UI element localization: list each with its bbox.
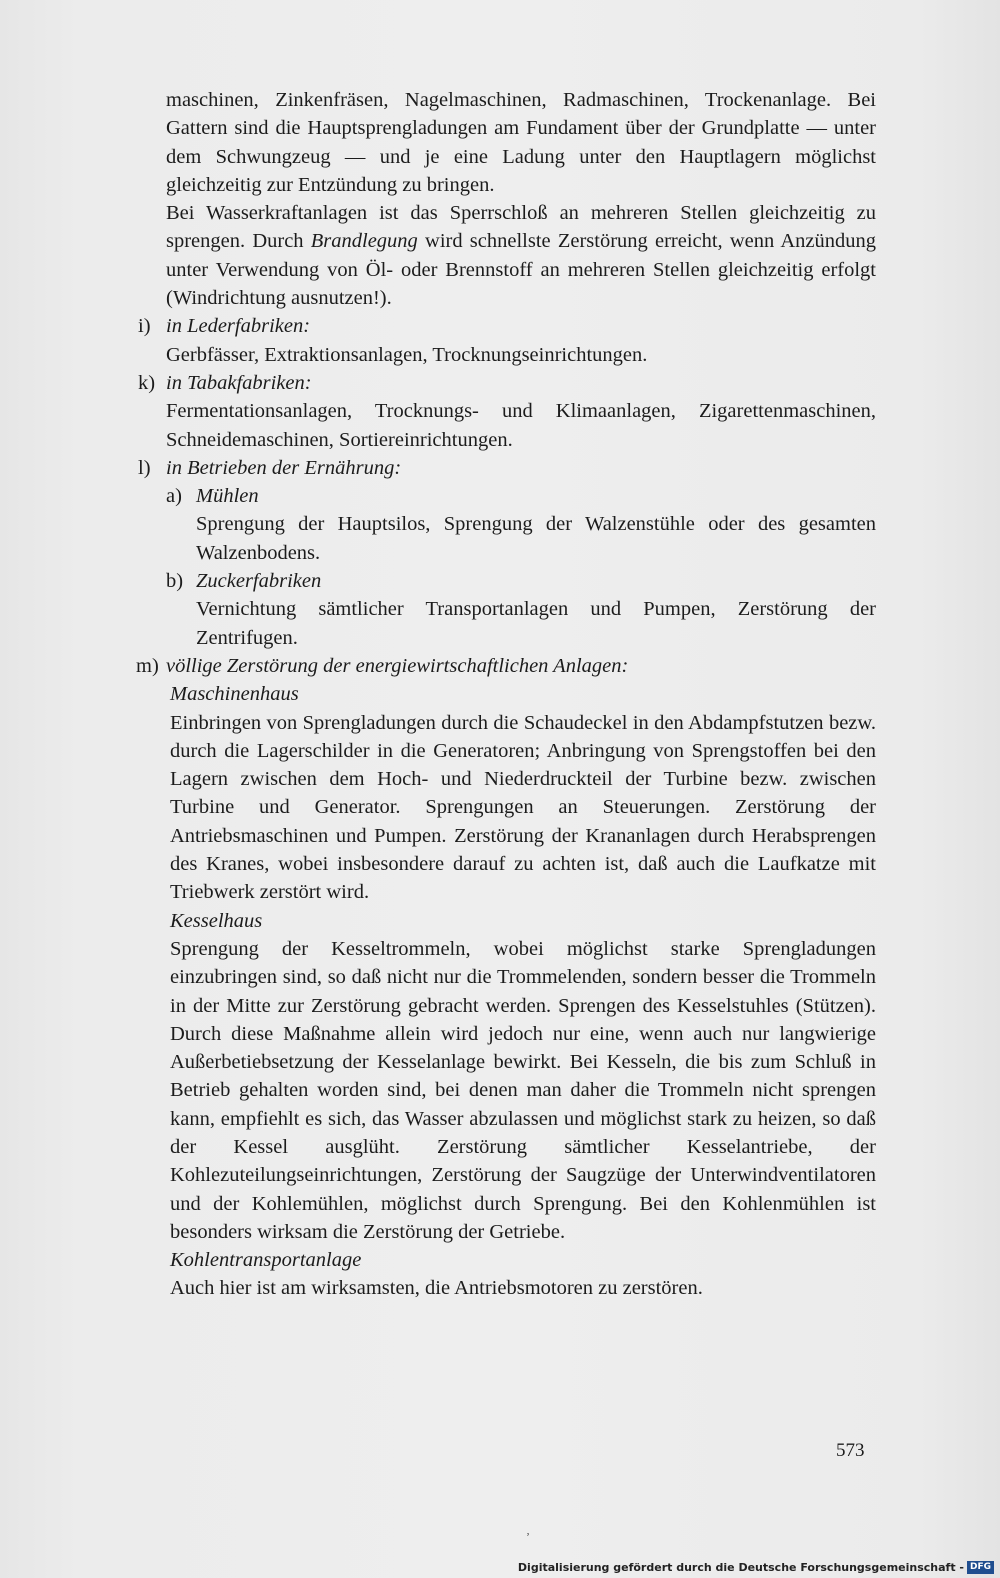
intro-paragraph-1: maschinen, Zinkenfräsen, Nagelmaschinen, Radmaschinen, Trockenanlage. Bei Gattern sind die Hauptsprengladungen am Fundament über der Grundplatte — unter dem Schwungzeug — und je eine Ladung unter den Hauptlagern möglichst gleichzeitig zur Entzündung zu bringen. <box>166 89 876 196</box>
maschinenhaus-heading: Maschinenhaus <box>170 683 299 706</box>
item-i-body: Gerbfässer, Extraktionsanlagen, Trocknungseinrichtungen. <box>166 343 648 366</box>
item-i-label: i) <box>138 315 151 338</box>
item-l-a-body: Sprengung der Hauptsilos, Sprengung der Walzenstühle oder des gesamten Walzenbodens. <box>196 513 876 564</box>
item-m-title: völlige Zerstörung der energiewirtschaftlichen Anlagen: <box>166 654 629 677</box>
item-i-title: in Lederfabriken: <box>166 315 311 338</box>
item-l-label: l) <box>138 456 151 479</box>
intro-paragraph-2 <box>128 199 876 312</box>
intro-paragraph-2-text-b: wird schnellste Zerstörung erreicht, wenn Anzündung unter Verwendung von Öl- oder Brennstoff an mehreren Stellen gleichzeitig erfolgt (Windrichtung ausnutzen!). <box>166 230 877 310</box>
item-l-b-label: b) <box>166 570 184 593</box>
item-i <box>128 312 876 369</box>
kohlentransportanlage-body: Auch hier ist am wirksamsten, die Antriebsmotoren zu zerstören. <box>170 1277 703 1300</box>
item-l-a <box>128 482 876 510</box>
margin-mark: ʼ <box>526 1530 530 1544</box>
brandlegung-emphasis: Brandlegung <box>310 230 418 253</box>
item-k-label: k) <box>138 371 156 394</box>
kesselhaus-heading: Kesselhaus <box>170 909 263 932</box>
maschinenhaus-body: Einbringen von Sprengladungen durch die Schaudeckel in den Abdampfstutzen bezw. durch die Lagerschilder in die Generatoren; Anbringung von Sprengstoffen bei den Lagern zwischen dem Hoch- und Niederdruckteil der Turbine bezw. zwischen Turbine und Generator. Sprengungen an Steuerungen. Zerstörung der Antriebsmaschinen und Pumpen. Zerstörung der Krananlagen durch Herabsprengen des Kranes, wobei insbesondere darauf zu achten ist, daß auch die Laufkatze mit Triebwerk zerstört wird. <box>170 711 876 904</box>
item-l-a-title: Mühlen <box>196 485 259 508</box>
item-k <box>128 369 876 454</box>
body-text <box>128 86 876 1303</box>
item-m <box>128 652 876 680</box>
kohlentransportanlage-heading: Kohlentransportanlage <box>170 1249 362 1272</box>
item-l-title: in Betrieben der Ernährung: <box>166 456 402 479</box>
item-l-a-label: a) <box>166 485 182 508</box>
item-l-b-body: Vernichtung sämtlicher Transportanlagen und Pumpen, Zerstörung der Zentrifugen. <box>196 598 876 649</box>
digitization-footer <box>518 1561 994 1574</box>
item-l-b-title: Zuckerfabriken <box>196 570 322 593</box>
footer-text: Digitalisierung gefördert durch die Deutsche Forschungsgemeinschaft - <box>517 1561 964 1574</box>
item-m-label: m) <box>136 654 159 677</box>
item-k-title: in Tabakfabriken: <box>166 371 312 394</box>
item-l <box>128 454 876 482</box>
intro-paragraph-2-text-a: Bei Wasserkraftanlagen ist das Sperrschloß an mehreren Stellen gleichzeitig zu sprengen. Durch <box>166 202 876 253</box>
dfg-logo-icon: DFG <box>967 1561 994 1574</box>
item-l-b <box>128 567 876 595</box>
page-number: 573 <box>836 1440 865 1461</box>
item-k-body: Fermentationsanlagen, Trocknungs- und Klimaanlagen, Zigarettenmaschinen, Schneidemaschinen, Sortiereinrichtungen. <box>166 400 876 451</box>
kesselhaus-body: Sprengung der Kesseltrommeln, wobei möglichst starke Sprengladungen einzubringen sind, so daß nicht nur die Trommelenden, sondern besser die Trommeln in der Mitte zur Zerstörung gebracht werden. Sprengen des Kesselstuhles (Stützen). Durch diese Maßnahme allein wird jedoch nur eine, wenn auch nur langwierige Außerbetiebsetzung der Kesselanlage bewirkt. Bei Kesseln, die bis zum Schluß in Betrieb gehalten worden sind, bei denen man daher die Trommeln nicht sprengen kann, empfiehlt es sich, das Wasser abzulassen und möglichst stark zu heizen, so daß der Kessel ausglüht. Zerstörung sämtlicher Kesselantriebe, der Kohlezuteilungseinrichtungen, Zerstörung der Saugzüge der Unterwindventilatoren und der Kohlemühlen, möglichst durch Sprengung. Bei den Kohlenmühlen ist besonders wirksam die Zerstörung der Getriebe. <box>170 937 876 1243</box>
